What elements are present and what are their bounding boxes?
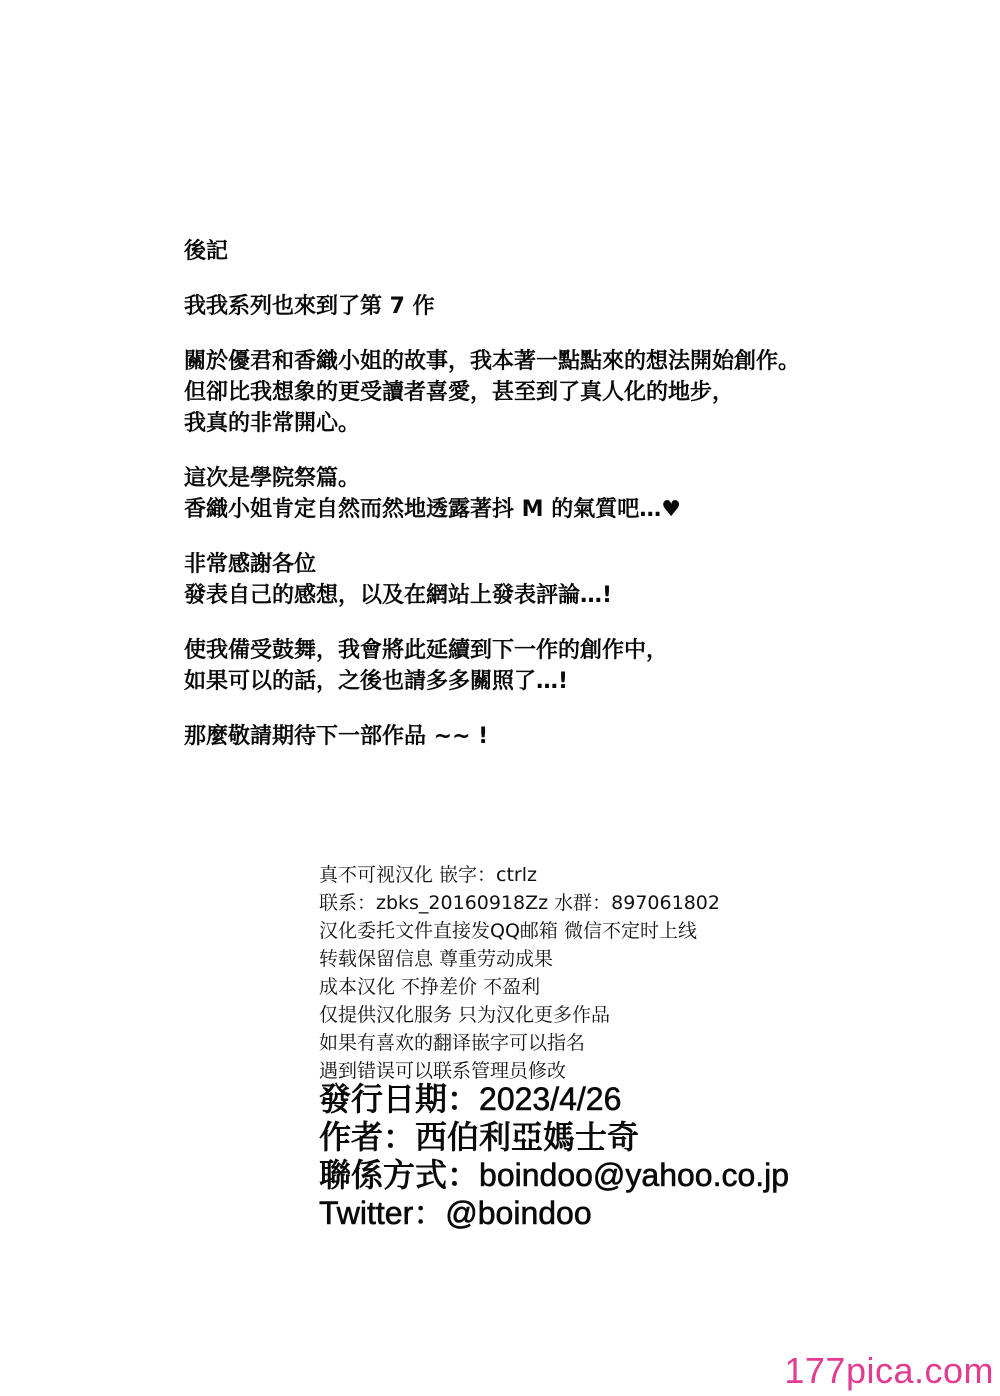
afterword-line: 發表自己的感想，以及在網站上發表評論…! bbox=[184, 583, 613, 608]
afterword-line: 我真的非常開心。 bbox=[184, 411, 361, 436]
twitter-handle: @boindoo bbox=[445, 1195, 592, 1231]
translation-credits bbox=[319, 861, 720, 1085]
author-row bbox=[319, 1118, 789, 1156]
site-watermark: 177pica.com bbox=[784, 1350, 994, 1391]
afterword-line: 但卻比我想象的更受讀者喜愛，甚至到了真人化的地步， bbox=[184, 380, 735, 405]
afterword-line: 香織小姐肯定自然而然地透露著抖 M 的氣質吧…♥ bbox=[184, 497, 681, 522]
credits-line: 如果有喜欢的翻译嵌字可以指名 bbox=[319, 1032, 586, 1054]
credits-line: 转载保留信息 尊重劳动成果 bbox=[319, 948, 554, 970]
credits-line: 联系：zbks_20160918Zz 水群：897061802 bbox=[319, 892, 720, 914]
publish-date-row bbox=[319, 1080, 789, 1118]
credits-line: 成本汉化 不挣差价 不盈利 bbox=[319, 976, 541, 998]
author-value: 西伯利亞媽士奇 bbox=[415, 1118, 640, 1156]
author-label: 作者： bbox=[319, 1118, 416, 1156]
afterword-line: 非常感謝各位 bbox=[184, 552, 317, 577]
afterword-line: 使我備受鼓舞，我會將此延續到下一作的創作中， bbox=[184, 638, 669, 663]
afterword-line: 如果可以的話，之後也請多多關照了…! bbox=[184, 669, 569, 694]
afterword-line: 關於優君和香織小姐的故事，我本著一點點來的想法開始創作。 bbox=[184, 349, 801, 374]
contact-row bbox=[319, 1156, 789, 1194]
afterword-paragraph-5 bbox=[184, 635, 904, 697]
publish-date-label: 發行日期： bbox=[319, 1080, 480, 1118]
credits-line: 真不可视汉化 嵌字：ctrlz bbox=[319, 864, 537, 886]
afterword-line: 那麼敬請期待下一部作品 ~~ ! bbox=[184, 724, 489, 749]
twitter-row bbox=[319, 1194, 789, 1232]
afterword-paragraph-1 bbox=[184, 291, 904, 322]
afterword-paragraph-6 bbox=[184, 721, 904, 752]
afterword-section bbox=[184, 236, 904, 776]
afterword-heading: 後記 bbox=[184, 239, 229, 264]
contact-label: 聯係方式： bbox=[319, 1156, 480, 1194]
afterword-line: 我我系列也來到了第 7 作 bbox=[184, 294, 435, 319]
publish-date-value: 2023/4/26 bbox=[479, 1081, 622, 1117]
contact-email: boindoo@yahoo.co.jp bbox=[479, 1157, 790, 1193]
credits-line: 仅提供汉化服务 只为汉化更多作品 bbox=[319, 1004, 611, 1026]
afterword-paragraph-4 bbox=[184, 549, 904, 611]
afterword-paragraph-2 bbox=[184, 346, 904, 439]
twitter-label: Twitter： bbox=[319, 1195, 446, 1231]
afterword-line: 這次是學院祭篇。 bbox=[184, 466, 361, 491]
afterword-paragraph-3 bbox=[184, 463, 904, 525]
publication-info bbox=[319, 1080, 789, 1232]
credits-line: 汉化委托文件直接发QQ邮箱 微信不定时上线 bbox=[319, 920, 697, 942]
credits-line: 遇到错误可以联系管理员修改 bbox=[319, 1060, 567, 1082]
